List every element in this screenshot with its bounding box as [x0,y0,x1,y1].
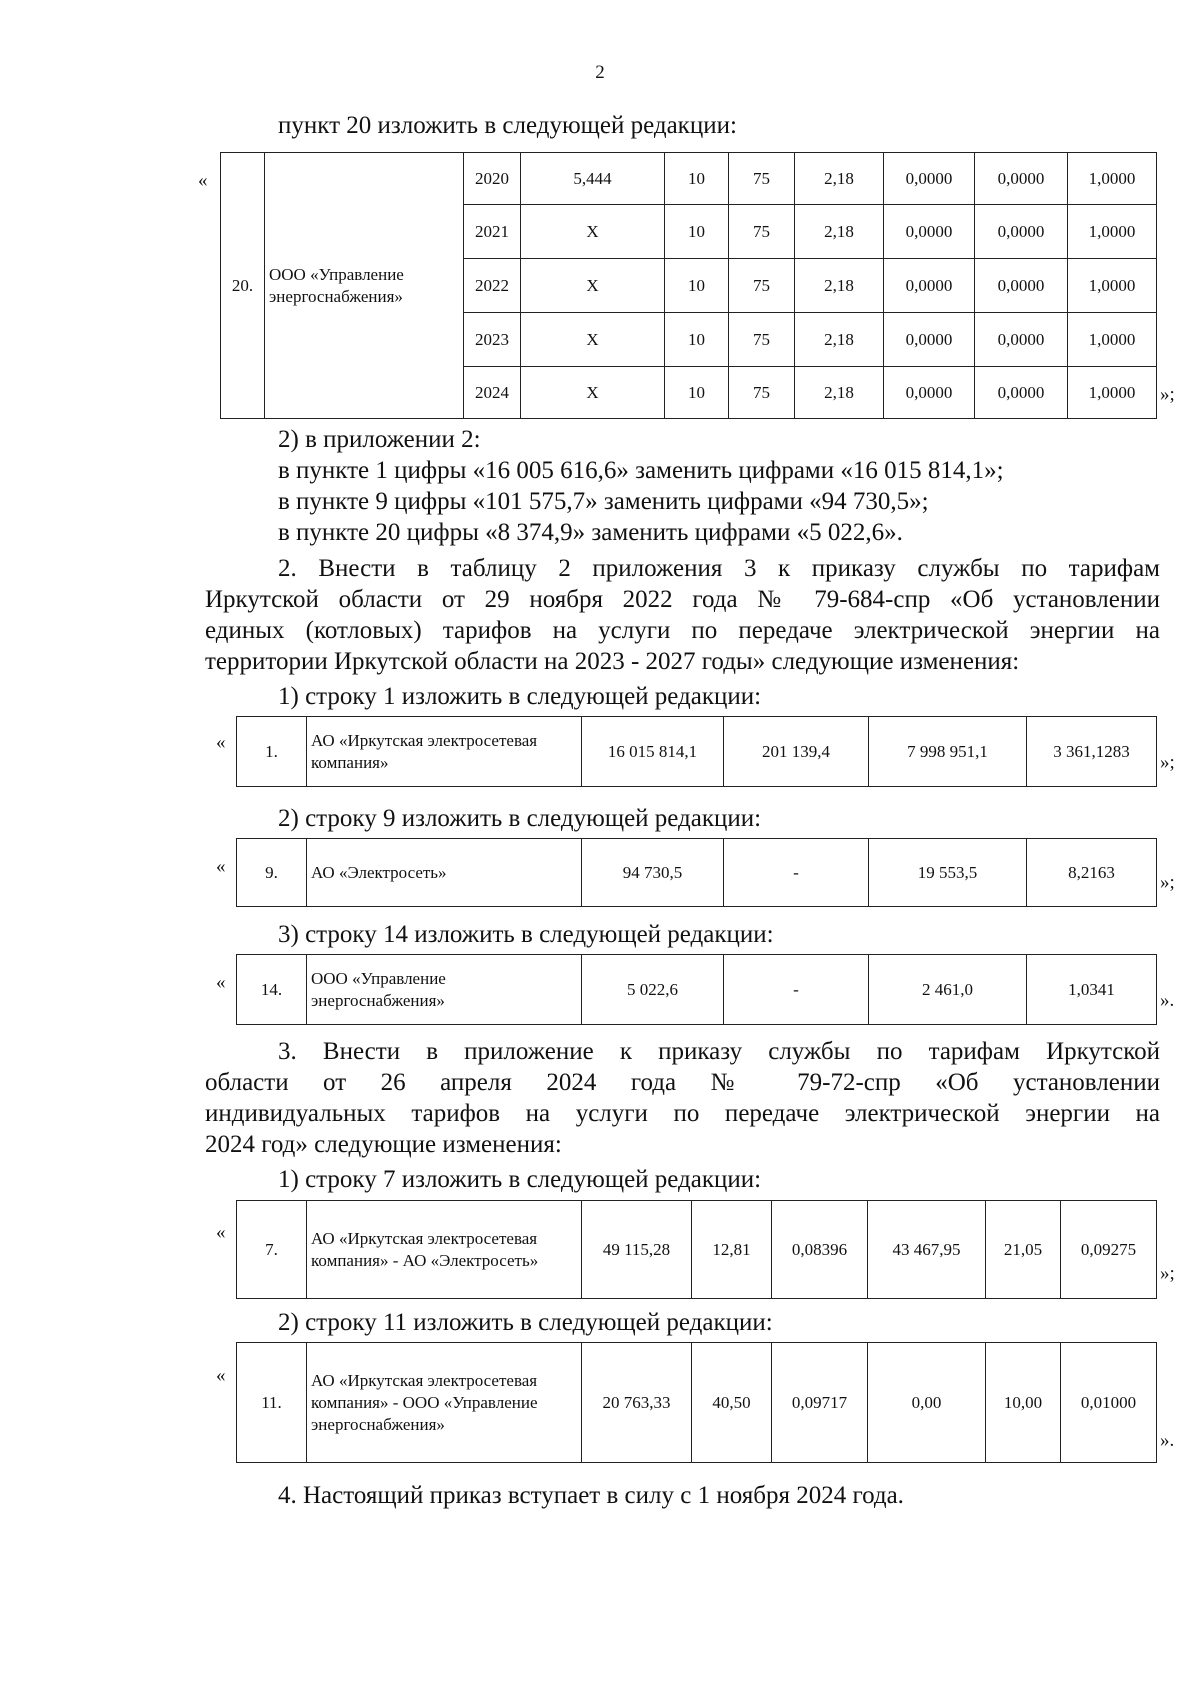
value-cell: 10 [665,367,729,419]
value-cell: 5,444 [521,153,665,205]
value-cell: 0,0000 [884,367,975,419]
value-cell: 1,0341 [1027,955,1157,1025]
page-number: 2 [595,62,605,83]
value-cell: 0,01000 [1061,1343,1157,1463]
close-quote: ». [1160,990,1175,1011]
organization-name: АО «Иркутская электросетевая компания» - ООО «Управление энергоснабжения» [307,1343,582,1463]
value-cell: 5 022,6 [582,955,724,1025]
value-cell: 0,00 [868,1343,986,1463]
value-cell: 75 [729,313,795,367]
value-cell: - [724,955,869,1025]
row-number: 7. [237,1201,307,1299]
section2-item3: 3) строку 14 изложить в следующей редакции: [278,921,774,948]
value-cell: 0,0000 [975,259,1068,313]
table-row-11 [236,1342,1157,1463]
value-cell: 12,81 [692,1201,772,1299]
value-cell: 2,18 [795,153,884,205]
row-number: 20. [221,153,265,419]
value-cell: 10 [665,259,729,313]
section3-line3: индивидуальных тарифов на услуги по передаче электрической энергии на [205,1100,1160,1127]
value-cell: 0,0000 [884,259,975,313]
year-cell: 2021 [464,205,521,259]
value-cell: 10 [665,153,729,205]
row-number: 11. [237,1343,307,1463]
app2-line3: в пункте 20 цифры «8 374,9» заменить цифрами «5 022,6». [278,519,903,546]
year-cell: 2023 [464,313,521,367]
value-cell: 201 139,4 [724,717,869,787]
section3-line4: 2024 год» следующие изменения: [205,1131,562,1158]
value-cell: 1,0000 [1068,367,1157,419]
organization-name: АО «Электросеть» [307,839,582,907]
value-cell: 0,0000 [975,153,1068,205]
section2-line4: территории Иркутской области на 2023 - 2027 годы» следующие изменения: [205,648,1020,675]
section2-item2: 2) строку 9 изложить в следующей редакции: [278,805,762,832]
value-cell: X [521,259,665,313]
app2-header: 2) в приложении 2: [278,426,481,453]
value-cell: 0,08396 [772,1201,868,1299]
value-cell: 10,00 [986,1343,1061,1463]
app2-line2: в пункте 9 цифры «101 575,7» заменить цифрами «94 730,5»; [278,488,929,515]
value-cell: X [521,313,665,367]
table-row-14 [236,954,1157,1025]
value-cell: 0,0000 [975,367,1068,419]
value-cell: 0,0000 [884,153,975,205]
value-cell: 3 361,1283 [1027,717,1157,787]
open-quote: « [216,856,226,877]
value-cell: 0,09275 [1061,1201,1157,1299]
close-quote: ». [1160,1430,1175,1451]
row-number: 9. [237,839,307,907]
value-cell: 0,0000 [975,313,1068,367]
table-row-1 [236,716,1157,787]
close-quote: »; [1160,384,1175,405]
value-cell: 40,50 [692,1343,772,1463]
section2-line1: 2. Внести в таблицу 2 приложения 3 к приказу службы по тарифам [278,555,1160,582]
value-cell: 20 763,33 [582,1343,692,1463]
open-quote: « [198,170,208,191]
section4: 4. Настоящий приказ вступает в силу с 1 ноября 2024 года. [278,1482,904,1509]
value-cell: 2,18 [795,367,884,419]
value-cell: 0,09717 [772,1343,868,1463]
value-cell: 75 [729,205,795,259]
year-cell: 2022 [464,259,521,313]
value-cell: 75 [729,367,795,419]
value-cell: 2,18 [795,313,884,367]
value-cell: 2,18 [795,259,884,313]
value-cell: X [521,205,665,259]
value-cell: 2,18 [795,205,884,259]
year-cell: 2020 [464,153,521,205]
organization-name: АО «Иркутская электросетевая компания» [307,717,582,787]
section3-line2: области от 26 апреля 2024 года № 79-72-спр «Об установлении [205,1069,1160,1096]
row-number: 1. [237,717,307,787]
value-cell: 1,0000 [1068,205,1157,259]
close-quote: »; [1160,1263,1175,1284]
value-cell: 10 [665,205,729,259]
value-cell: 75 [729,259,795,313]
row-number: 14. [237,955,307,1025]
organization-name: АО «Иркутская электросетевая компания» - АО «Электросеть» [307,1201,582,1299]
value-cell: 0,0000 [975,205,1068,259]
close-quote: »; [1160,872,1175,893]
value-cell: 94 730,5 [582,839,724,907]
value-cell: 49 115,28 [582,1201,692,1299]
value-cell: X [521,367,665,419]
section3-line1: 3. Внести в приложение к приказу службы по тарифам Иркутской [278,1038,1160,1065]
open-quote: « [216,732,226,753]
table-row-7 [236,1200,1157,1299]
value-cell: - [724,839,869,907]
section2-item1: 1) строку 1 изложить в следующей редакции: [278,683,762,710]
organization-name: ООО «Управление энергоснабжения» [307,955,582,1025]
value-cell: 7 998 951,1 [869,717,1027,787]
value-cell: 16 015 814,1 [582,717,724,787]
organization-name: ООО «Управление энергоснабжения» [265,153,464,419]
value-cell: 0,0000 [884,313,975,367]
value-cell: 10 [665,313,729,367]
value-cell: 43 467,95 [868,1201,986,1299]
year-cell: 2024 [464,367,521,419]
open-quote: « [216,1222,226,1243]
value-cell: 2 461,0 [869,955,1027,1025]
value-cell: 21,05 [986,1201,1061,1299]
section3-item1: 1) строку 7 изложить в следующей редакции: [278,1166,762,1193]
table-row-9 [236,838,1157,907]
value-cell: 1,0000 [1068,153,1157,205]
section2-line3: единых (котловых) тарифов на услуги по передаче электрической энергии на [205,617,1160,644]
value-cell: 19 553,5 [869,839,1027,907]
value-cell: 75 [729,153,795,205]
intro-p20: пункт 20 изложить в следующей редакции: [278,112,737,139]
close-quote: »; [1160,752,1175,773]
section2-line2: Иркутской области от 29 ноября 2022 года № 79-684-спр «Об установлении [205,586,1160,613]
section3-item2: 2) строку 11 изложить в следующей редакции: [278,1309,773,1336]
table-item-20 [220,152,1157,419]
value-cell: 1,0000 [1068,313,1157,367]
app2-line1: в пункте 1 цифры «16 005 616,6» заменить цифрами «16 015 814,1»; [278,457,1004,484]
open-quote: « [216,972,226,993]
value-cell: 8,2163 [1027,839,1157,907]
value-cell: 1,0000 [1068,259,1157,313]
value-cell: 0,0000 [884,205,975,259]
open-quote: « [216,1365,226,1386]
